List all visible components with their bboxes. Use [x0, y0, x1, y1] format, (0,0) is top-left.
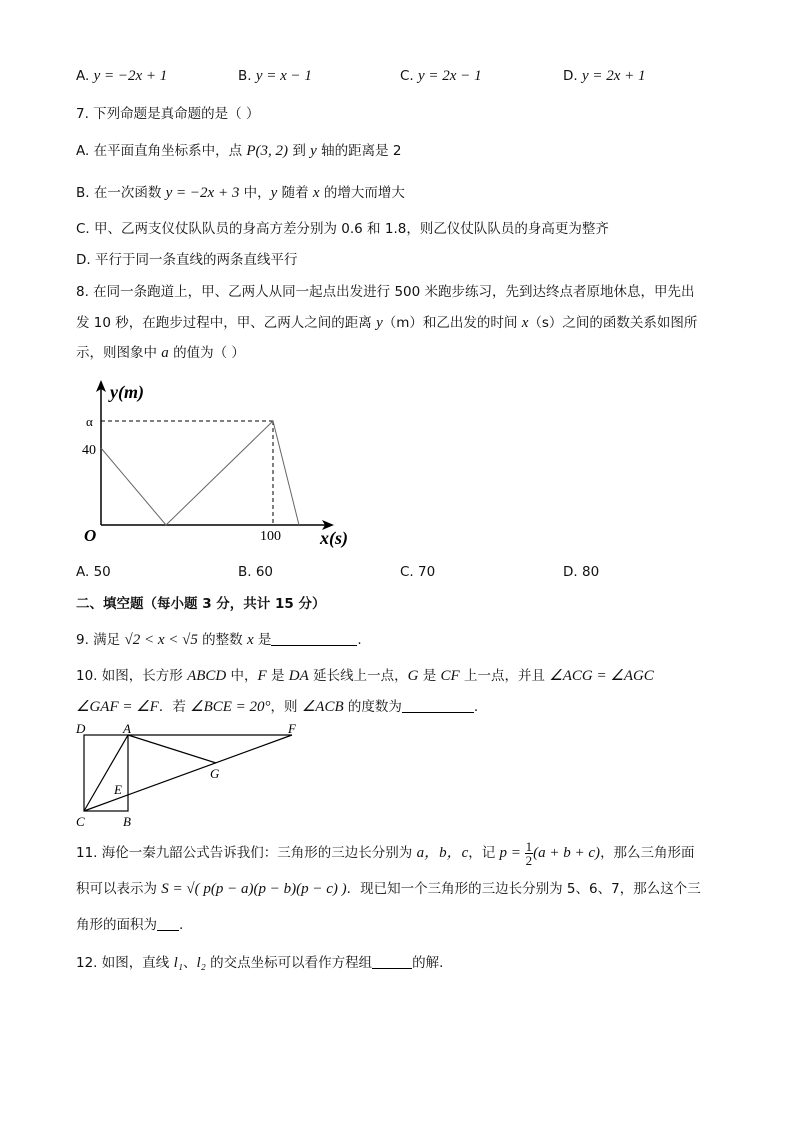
function-expr: y = −2x + 3 [165, 185, 240, 201]
text: （s）之间的函数关系如图所 [528, 315, 698, 331]
option-expr: y = x − 1 [255, 68, 312, 84]
text: 11. 海伦一秦九韶公式告诉我们：三角形的三边长分别为 [76, 845, 417, 861]
text: 中， [226, 668, 258, 684]
q10-rectangle-figure [70, 718, 310, 830]
fraction-denominator: 2 [525, 852, 533, 868]
text: . [357, 632, 362, 648]
angle-acb: ∠ACB [301, 699, 344, 715]
text: A. 在平面直角坐标系中，点 [76, 143, 247, 159]
segment-cf [84, 735, 292, 811]
text: ．若 [158, 699, 191, 715]
q7-option-d: D. 平行于同一条直线的两条直线平行 [76, 252, 298, 268]
option-label: D. [563, 68, 578, 84]
label-f: F [288, 721, 296, 736]
answer-blank[interactable] [271, 631, 357, 646]
text: . [179, 917, 184, 933]
text: . [473, 699, 479, 715]
q8-option-b: B. 60 [238, 564, 274, 580]
segment-ac [84, 735, 128, 811]
q8-line3 [76, 343, 245, 363]
point-g: G [407, 668, 419, 684]
text: 积可以表示为 [76, 881, 162, 897]
angle-equation: ∠ACG = ∠AGC [549, 668, 654, 684]
text: 的度数为 [343, 699, 402, 715]
option-expr: y = 2x + 1 [581, 68, 646, 84]
label-b: B [123, 814, 131, 829]
x-axis-label: x(s) [320, 528, 348, 548]
q6-option-c [400, 68, 482, 85]
rect-name: ABCD [187, 668, 227, 684]
angle-value: ∠BCE = 20° [190, 699, 271, 715]
option-label: B. [238, 68, 252, 84]
q8-distance-time-graph [76, 378, 366, 553]
text: 、 [182, 955, 197, 971]
text: 到 [288, 143, 311, 159]
fraction-numerator: 1 [525, 838, 533, 854]
q8-option-c: C. 70 [400, 564, 436, 580]
q7-option-a [76, 141, 401, 161]
q7-option-b [76, 183, 405, 203]
answer-blank[interactable] [372, 954, 412, 969]
text: 的交点坐标可以看作方程组 [205, 955, 373, 971]
text: 9. 满足 [76, 632, 125, 648]
angle-equation: ∠GAF = ∠F [76, 699, 159, 715]
text: （m）和乙出发的时间 [382, 315, 522, 331]
q7-option-c: C. 甲、乙两支仪仗队队员的身高方差分别为 0.6 和 1.8，则乙仪仗队队员的身高更为整齐 [76, 221, 609, 237]
label-40: 40 [82, 443, 96, 458]
option-expr: y = 2x − 1 [418, 68, 482, 84]
inequality: √2 < x < √5 [124, 632, 198, 648]
q6-option-b [238, 68, 312, 85]
q8-option-d: D. 80 [563, 564, 600, 580]
p-equals: p = [499, 845, 525, 861]
option-expr: y = −2x + 1 [93, 68, 168, 84]
text: B. 在一次函数 [76, 185, 166, 201]
line-l1: l₁ [173, 955, 183, 971]
axis-var: y [310, 143, 317, 159]
line-l2: l₂ [196, 955, 206, 971]
q6-option-a [76, 68, 167, 85]
text: 轴的距离是 2 [316, 143, 402, 159]
q8-line1: 8. 在同一条跑道上，甲、乙两人从同一起点出发进行 500 米跑步练习，先到达终点者原地休息，甲先出 [76, 284, 695, 300]
var-a: a [161, 345, 169, 361]
option-label: A. [76, 68, 90, 84]
q8-option-a: A. 50 [76, 564, 111, 580]
text: 示，则图象中 [76, 345, 162, 361]
text: 是 [418, 668, 441, 684]
text: ，则 [270, 699, 302, 715]
fraction-half [525, 840, 534, 867]
q11-line3 [76, 915, 183, 935]
q10-line2 [76, 697, 478, 717]
q11-line1 [76, 838, 695, 868]
text: 是 [253, 632, 272, 648]
text: 的增大而增大 [319, 185, 405, 201]
segment-cf: CF [440, 668, 460, 684]
text: 的解. [412, 955, 444, 971]
point-f: F [257, 668, 267, 684]
heron-formula: S = √( p(p − a)(p − b)(p − c) ) [161, 881, 347, 897]
label-g: G [210, 766, 220, 781]
text: 中， [239, 185, 271, 201]
text: 随着 [277, 185, 313, 201]
answer-blank[interactable] [157, 916, 179, 931]
side-vars: a，b，c [416, 845, 469, 861]
text: ，记 [468, 845, 500, 861]
text: ，那么三角形面 [600, 845, 695, 861]
point-p: P(3, 2) [246, 143, 289, 159]
text: 上一点，并且 [459, 668, 550, 684]
section-heading: 二、填空题（每小题 3 分，共计 15 分） [76, 596, 326, 612]
segment-da: DA [288, 668, 309, 684]
text: 延长线上一点， [308, 668, 408, 684]
var-y: y [270, 185, 278, 201]
label-c: C [76, 814, 85, 829]
text: 的值为（ ） [168, 345, 245, 361]
q8-line2 [76, 313, 697, 333]
q7-stem: 7. 下列命题是真命题的是（ ） [76, 106, 260, 122]
label-e: E [114, 782, 122, 797]
var-x: x [312, 185, 320, 201]
q9 [76, 630, 362, 650]
q6-option-d [563, 68, 646, 85]
text: 12. 如图，直线 [76, 955, 174, 971]
label-100: 100 [260, 529, 281, 544]
segment-ag [128, 735, 216, 763]
q12 [76, 953, 443, 973]
sum-expr: (a + b + c) [533, 845, 601, 861]
label-a: A [123, 721, 131, 736]
text: 的整数 [197, 632, 247, 648]
answer-blank[interactable] [402, 698, 474, 713]
q10-line1 [76, 666, 654, 686]
graph-polyline [101, 421, 299, 525]
var-y: y [376, 315, 383, 331]
origin-label: O [84, 526, 97, 545]
y-axis-label: y(m) [110, 382, 144, 402]
label-alpha: α [86, 414, 93, 429]
q11-line2 [76, 879, 701, 899]
var-x: x [521, 315, 529, 331]
text: 10. 如图，长方形 [76, 668, 188, 684]
option-label: C. [400, 68, 414, 84]
var-x: x [246, 632, 254, 648]
text: 是 [266, 668, 289, 684]
text: 发 10 秒，在跑步过程中，甲、乙两人之间的距离 [76, 315, 377, 331]
text: ．现已知一个三角形的三边长分别为 5、6、7，那么这个三 [346, 881, 701, 897]
label-d: D [76, 721, 86, 736]
text: 角形的面积为 [76, 917, 157, 933]
